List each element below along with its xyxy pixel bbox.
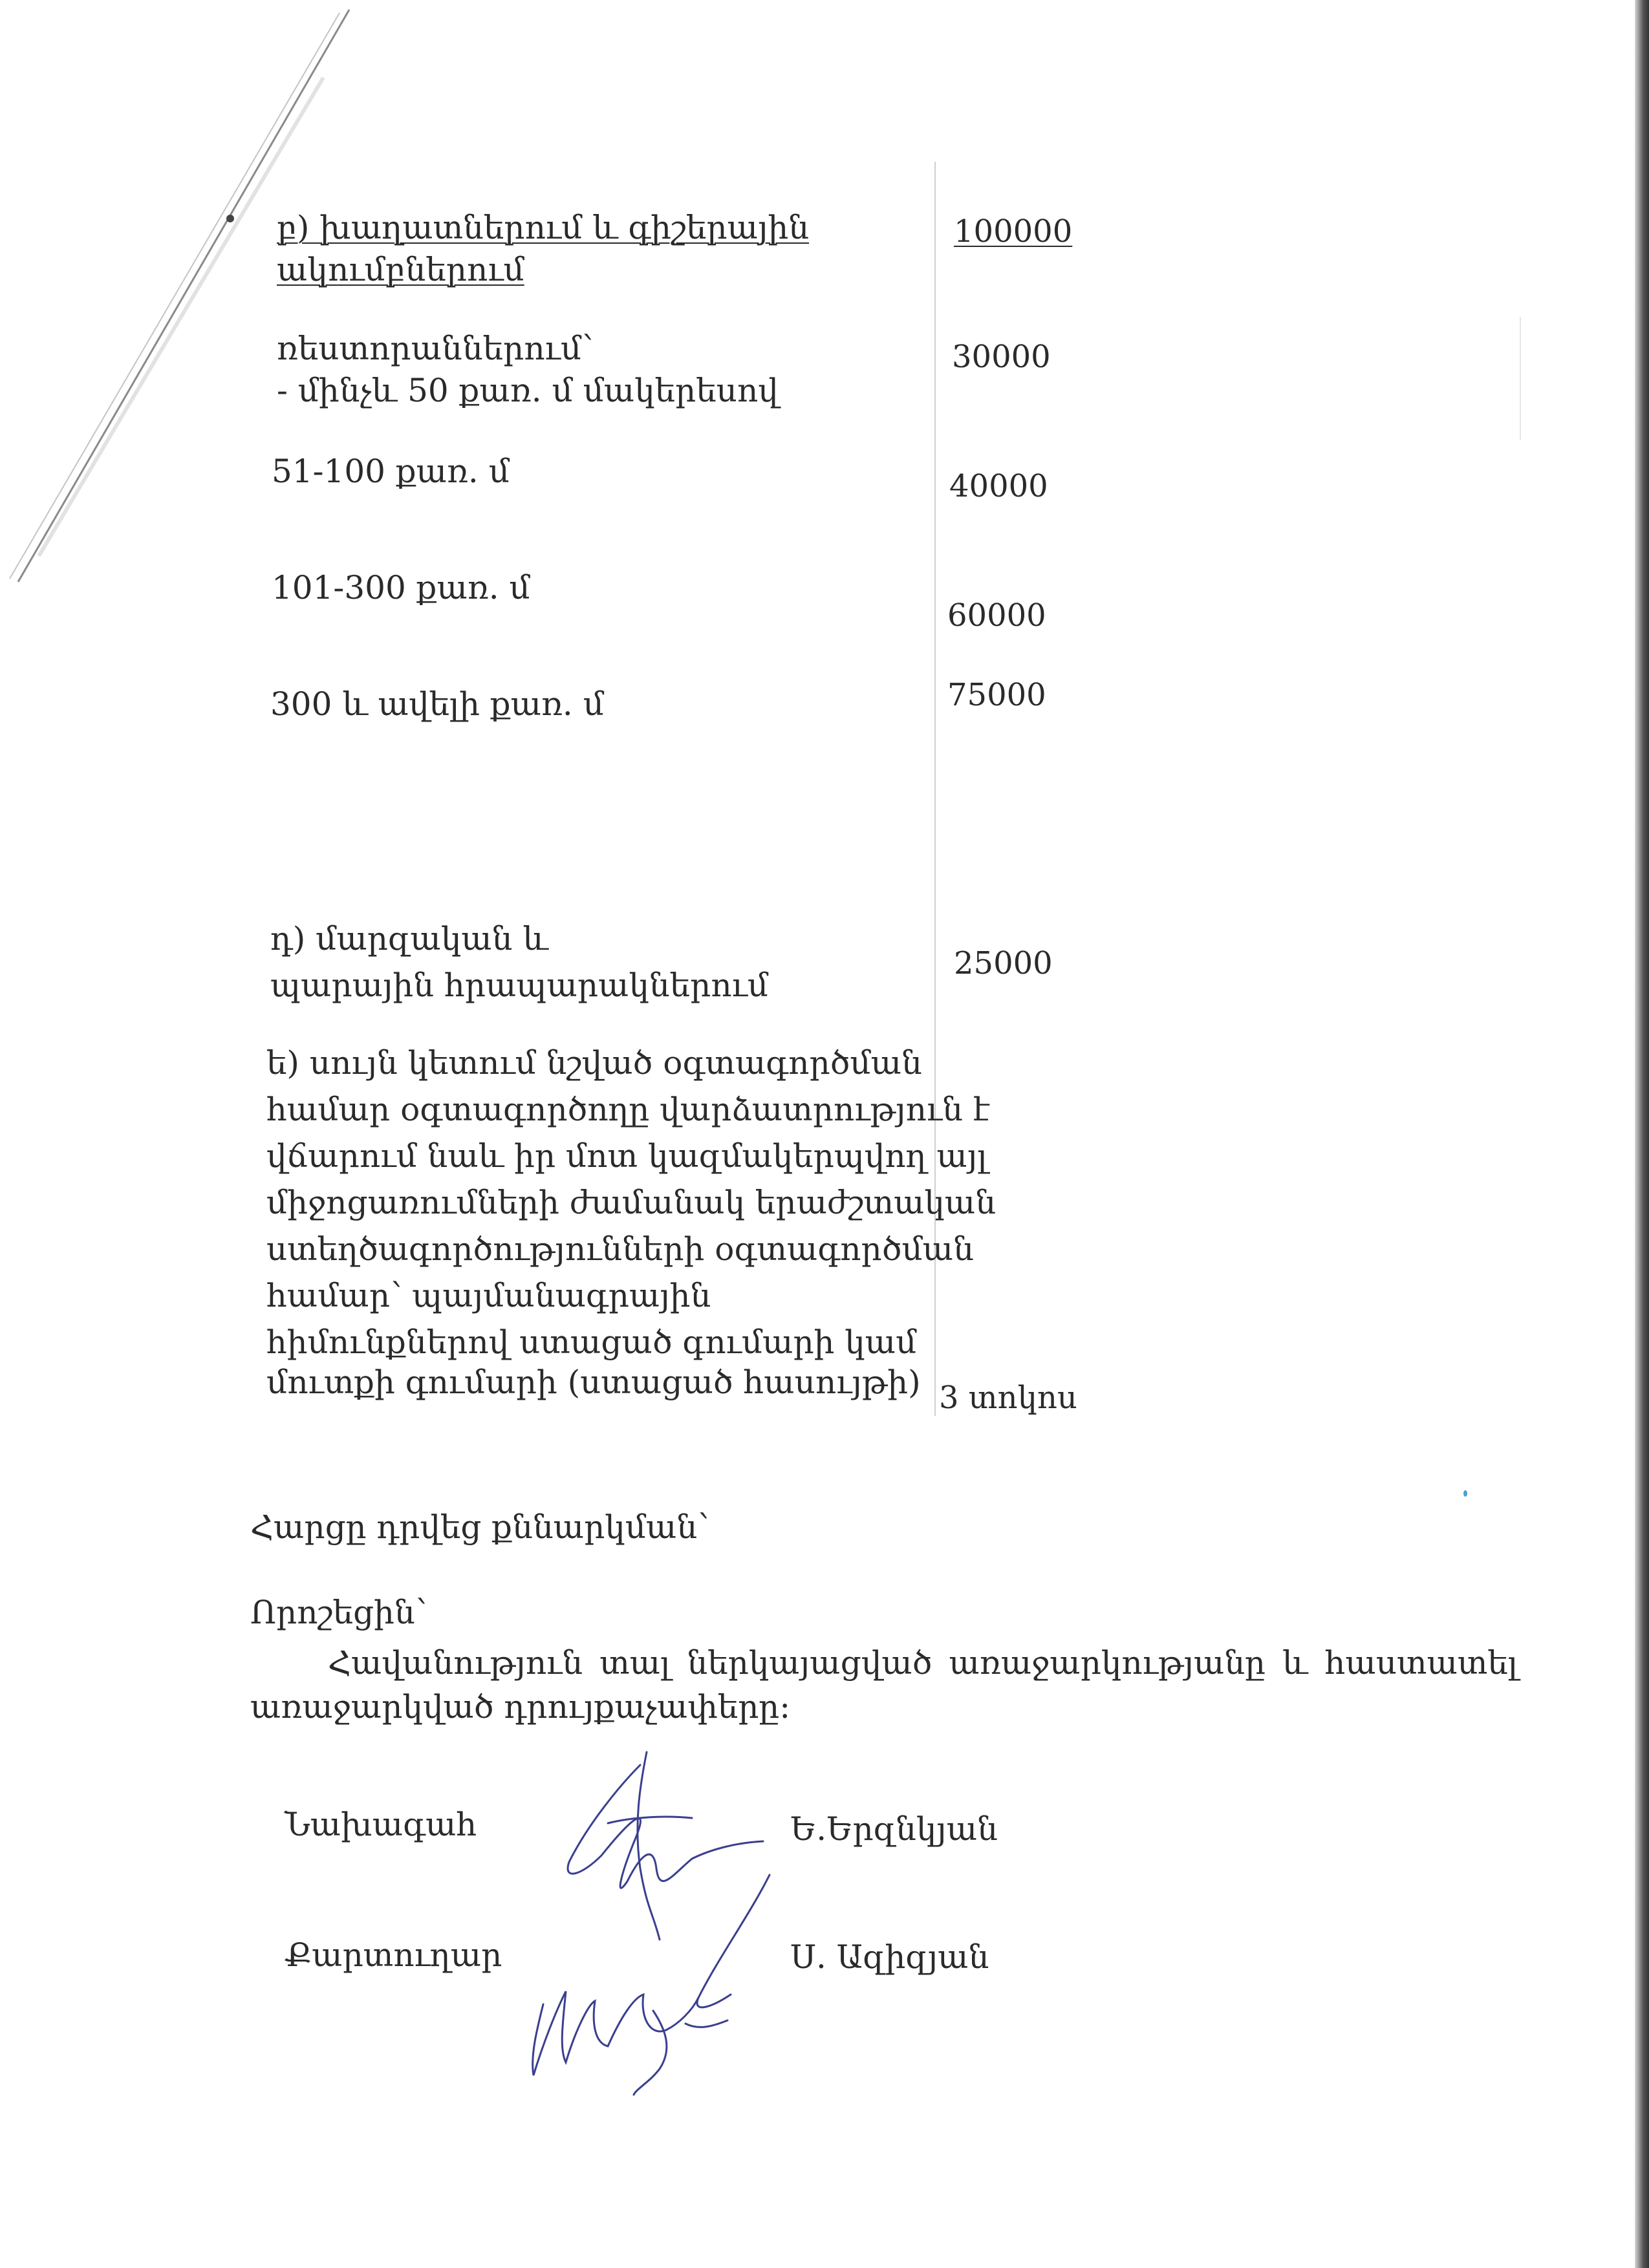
scan-streak <box>0 0 388 595</box>
table-row-label: համար օգտագործողը վարձատրություն է <box>266 1091 990 1128</box>
table-row-label: ակումբներում <box>277 251 524 288</box>
table-row-value: 3 տոկոս <box>939 1380 1077 1416</box>
table-row-label: պարային հրապարակներում <box>270 967 769 1004</box>
table-row-label: միջոցառումների ժամանակ երաժշտական <box>266 1184 997 1221</box>
discussion-text: Հարցը դրվեց քննարկման՝ <box>250 1508 709 1546</box>
table-row-value: 25000 <box>954 945 1053 981</box>
table-row-label: - մինչև 50 քառ. մ մակերեսով <box>277 372 779 409</box>
decided-heading: Որոշեցին՝ <box>250 1594 427 1631</box>
table-row-label: վճարում նաև իր մոտ կազմակերպվող այլ <box>266 1137 987 1175</box>
scan-edge <box>1635 0 1649 2268</box>
table-row-label: բ) խաղատներում և գիշերային <box>277 209 810 246</box>
secretary-role: Քարտուղար <box>285 1936 502 1974</box>
table-right-border <box>1520 317 1521 440</box>
decision-line: Հավանություն տալ ներկայացված առաջարկությանը և հաստատել <box>328 1644 1518 1682</box>
table-row-value: 75000 <box>947 677 1046 713</box>
table-row-label: ե) սույն կետում նշված օգտագործման <box>266 1044 922 1082</box>
table-row-label: ստեղծագործությունների օգտագործման <box>266 1230 974 1268</box>
table-row-label: 101-300 քառ. մ <box>272 569 530 606</box>
secretary-signature <box>504 1862 815 2101</box>
table-row-label: 300 և ավելի քառ. մ <box>270 685 604 723</box>
table-row-label: համար՝ պայմանագրային <box>266 1277 711 1314</box>
scan-dot <box>226 215 234 222</box>
table-row-value: 30000 <box>952 339 1051 375</box>
decision-paragraph <box>250 1641 1518 1729</box>
table-row-label: մուտքի գումարի (ստացած հասույթի) <box>266 1364 921 1401</box>
chair-name: Ե.Երզնկյան <box>790 1810 998 1848</box>
secretary-name: Ս. Ազիզյան <box>790 1938 989 1976</box>
table-row-label: հիմունքներով ստացած գումարի կամ <box>266 1323 917 1361</box>
chair-role: Նախագահ <box>285 1806 477 1843</box>
scan-dot <box>1463 1490 1467 1497</box>
table-row-label: 51-100 քառ. մ <box>272 453 510 490</box>
table-row-value: 60000 <box>947 597 1046 634</box>
table-row-label: դ) մարզական և <box>270 920 548 957</box>
table-row-label: ռեստորաններում՝ <box>277 330 594 367</box>
table-row-value: 40000 <box>949 468 1048 504</box>
table-row-value: 100000 <box>954 213 1073 250</box>
decision-line: առաջարկված դրույքաչափերը: <box>250 1688 791 1726</box>
